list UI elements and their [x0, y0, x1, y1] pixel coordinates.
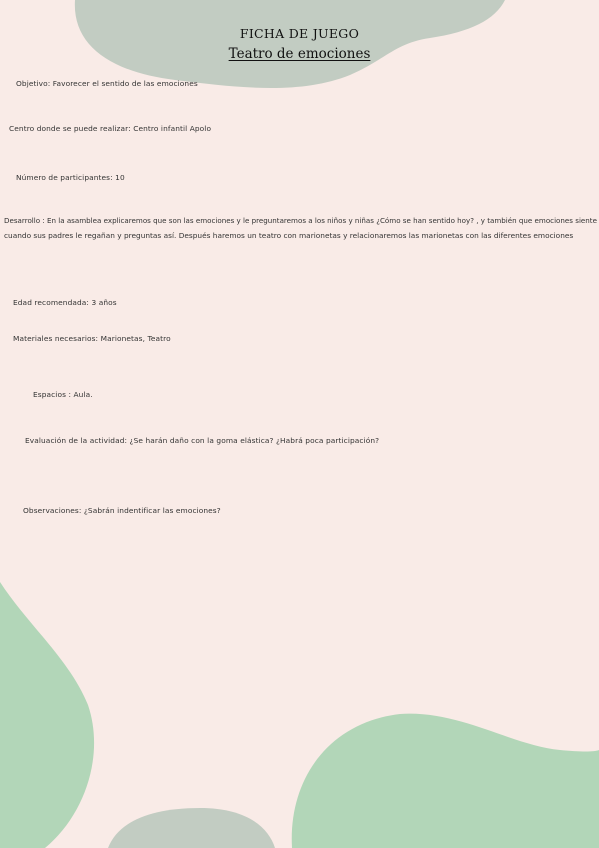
- bottom-right-blob: [292, 714, 599, 848]
- edad-field: Edad recomendada: 3 años: [13, 298, 117, 307]
- observaciones-field: Observaciones: ¿Sabrán indentificar las emociones?: [23, 506, 221, 515]
- document-subtitle: [0, 46, 599, 62]
- subtitle-text: Teatro de emociones: [228, 46, 371, 62]
- top-blob: [75, 0, 505, 88]
- evaluacion-field: Evaluación de la actividad: ¿Se harán daño con la goma elástica? ¿Habrá poca participación?: [25, 436, 380, 445]
- espacios-field: Espacios : Aula.: [33, 390, 93, 399]
- desarrollo-line-1: Desarrollo : En la asamblea explicaremos que son las emociones y le preguntaremos a los niños y niñas ¿Cómo se han sentido hoy? , y también que emociones siente: [4, 216, 597, 225]
- bottom-center-blob: [108, 808, 275, 848]
- left-blob: [0, 582, 94, 848]
- materiales-field: Materiales necesarios: Marionetas, Teatro: [13, 334, 171, 343]
- desarrollo-field: [4, 213, 599, 243]
- document-title: FICHA DE JUEGO: [239, 26, 360, 41]
- objetivo-field: Objetivo: Favorecer el sentido de las emociones: [16, 79, 198, 88]
- participantes-field: Número de participantes: 10: [16, 173, 125, 182]
- centro-field: Centro donde se puede realizar: Centro infantil Apolo: [9, 124, 212, 133]
- desarrollo-line-2: cuando sus padres le regañan y preguntas así. Después haremos un teatro con marionetas y relacionaremos las marionetas con las diferentes emociones: [4, 231, 574, 240]
